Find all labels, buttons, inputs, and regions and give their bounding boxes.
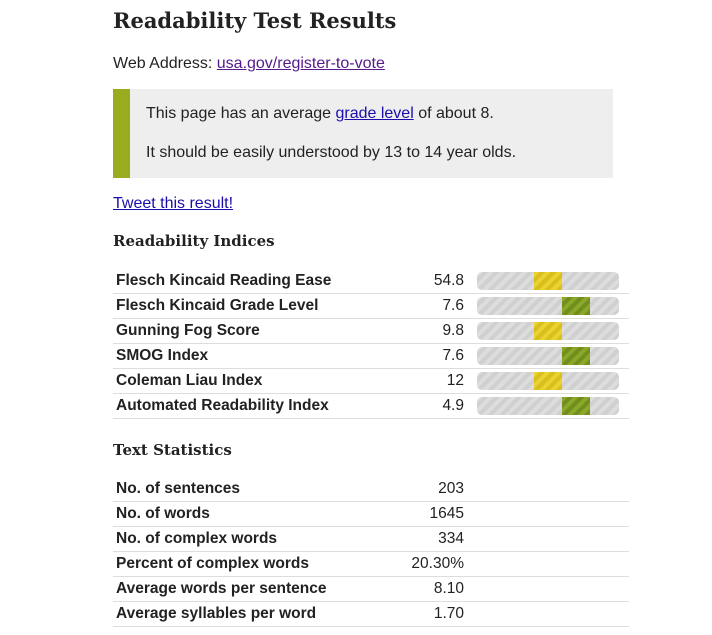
summary-grade-line [146, 105, 494, 123]
statistics-heading: Text Statistics [113, 441, 232, 459]
rating-bar [477, 297, 619, 315]
index-label: Flesch Kincaid Reading Ease [113, 269, 364, 294]
web-address-label: Web Address: [113, 55, 213, 72]
index-value: 9.8 [364, 319, 477, 344]
index-value: 7.6 [364, 344, 477, 369]
statistic-spacer [477, 502, 629, 527]
index-row [113, 294, 629, 319]
statistic-row [113, 527, 629, 552]
index-rating-cell [477, 269, 629, 294]
indices-table [113, 269, 629, 419]
index-row [113, 394, 629, 419]
rating-marker-good [562, 297, 590, 315]
indices-heading: Readability Indices [113, 232, 275, 250]
index-rating-cell [477, 394, 629, 419]
index-label: Coleman Liau Index [113, 369, 364, 394]
index-row [113, 344, 629, 369]
statistic-label: No. of words [113, 502, 364, 527]
index-value: 54.8 [364, 269, 477, 294]
index-label: Gunning Fog Score [113, 319, 364, 344]
index-row [113, 269, 629, 294]
rating-marker-good [562, 397, 590, 415]
web-address-link[interactable]: usa.gov/register-to-vote [216, 55, 385, 72]
statistic-value: 1645 [364, 502, 477, 527]
index-value: 4.9 [364, 394, 477, 419]
statistic-row [113, 477, 629, 502]
summary-text-after: of about 8. [413, 105, 494, 122]
statistic-label: No. of sentences [113, 477, 364, 502]
summary-box [113, 89, 613, 178]
statistic-row [113, 577, 629, 602]
page-title: Readability Test Results [113, 8, 397, 33]
statistic-value: 334 [364, 527, 477, 552]
web-address [113, 55, 385, 73]
rating-bar [477, 372, 619, 390]
grade-level-link[interactable]: grade level [335, 105, 414, 122]
statistic-spacer [477, 527, 629, 552]
summary-text-before: This page has an average [146, 105, 336, 122]
statistic-label: Percent of complex words [113, 552, 364, 577]
statistic-row [113, 602, 629, 627]
index-rating-cell [477, 294, 629, 319]
index-rating-cell [477, 344, 629, 369]
statistic-value: 8.10 [364, 577, 477, 602]
statistic-row [113, 502, 629, 527]
rating-bar [477, 272, 619, 290]
index-label: Flesch Kincaid Grade Level [113, 294, 364, 319]
rating-marker-mid [534, 372, 562, 390]
rating-marker-mid [534, 322, 562, 340]
statistic-spacer [477, 577, 629, 602]
rating-bar [477, 347, 619, 365]
index-label: SMOG Index [113, 344, 364, 369]
index-value: 7.6 [364, 294, 477, 319]
statistic-value: 20.30% [364, 552, 477, 577]
statistics-table [113, 477, 629, 627]
rating-marker-mid [534, 272, 562, 290]
index-rating-cell [477, 369, 629, 394]
tweet-link[interactable]: Tweet this result! [113, 195, 234, 212]
index-label: Automated Readability Index [113, 394, 364, 419]
statistic-spacer [477, 552, 629, 577]
statistic-value: 1.70 [364, 602, 477, 627]
rating-marker-good [562, 347, 590, 365]
index-rating-cell [477, 319, 629, 344]
statistic-label: Average words per sentence [113, 577, 364, 602]
rating-bar [477, 322, 619, 340]
index-row [113, 369, 629, 394]
rating-bar [477, 397, 619, 415]
statistic-spacer [477, 602, 629, 627]
statistic-label: No. of complex words [113, 527, 364, 552]
summary-age-line: It should be easily understood by 13 to 14 year olds. [146, 144, 517, 161]
statistic-value: 203 [364, 477, 477, 502]
statistic-label: Average syllables per word [113, 602, 364, 627]
statistic-spacer [477, 477, 629, 502]
statistic-row [113, 552, 629, 577]
index-value: 12 [364, 369, 477, 394]
index-row [113, 319, 629, 344]
